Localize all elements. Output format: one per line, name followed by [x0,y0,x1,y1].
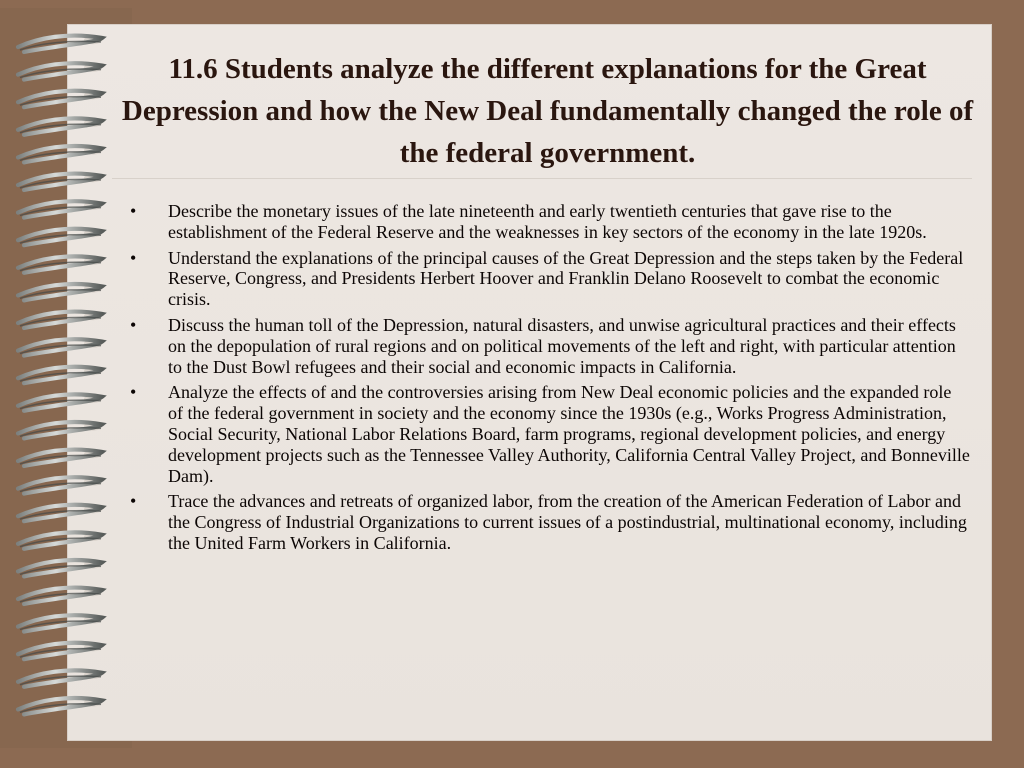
spiral-ring-icon [18,367,102,383]
spiral-ring-icon [18,615,102,631]
spiral-ring-icon [18,477,102,493]
spiral-ring-icon [18,450,102,466]
spiral-ring-icon [18,532,102,548]
spiral-ring-icon [18,698,102,714]
spiral-ring-icon [18,91,102,107]
spiral-ring-icon [18,339,102,355]
bullet-marker: • [130,201,137,221]
bullet-item [130,248,970,310]
slide-title: 11.6 Students analyze the different explanations for the Great Depression and how the New Deal fundamentally changed the role of the federal government. [121,53,974,169]
bullet-text: Discuss the human toll of the Depression, natural disasters, and unwise agricultural practices and their effects on the depopulation of rural regions and on political movements of the left and right, with particular attention to the Dust Bowl refugees and their social and economic impacts in California. [168,314,956,377]
spiral-ring-icon [18,588,102,604]
spiral-ring-icon [18,36,102,52]
bullet-marker: • [130,382,137,403]
spiral-ring-icon [18,284,102,300]
title-divider [112,178,972,179]
spiral-ring-icon [18,312,102,328]
spiral-ring-icon [18,118,102,134]
bullet-text: Trace the advances and retreats of organized labor, from the creation of the American Federation of Labor and the Congress of Industrial Organizations to current issues of a postindustrial, multinational economy, including the United Farm Workers in California. [168,491,967,553]
bullet-text: Analyze the effects of and the controversies arising from New Deal economic policies and the expanded role of the federal government in society and the economy since the 1930s (e.g., Works Progress Administration, Social Security, National Labor Relations Board, farm programs, regional development policies, and energy development projects such as the Tennessee Valley Authority, California Central Valley Project, and Bonneville Dam). [168,382,970,486]
spiral-ring-icon [18,256,102,272]
bullet-item [130,491,970,553]
spiral-ring-icon [18,146,102,162]
bullet-marker: • [130,247,137,268]
bullet-list [130,201,970,559]
spiral-ring-icon [18,63,102,79]
spiral-ring-icon [18,201,102,217]
spiral-ring-icon [18,394,102,410]
bullet-item [130,201,970,243]
spiral-ring-icon [18,174,102,190]
spiral-ring-icon [18,422,102,438]
spiral-ring-icon [18,643,102,659]
spiral-ring-icon [18,560,102,576]
spiral-ring-icon [18,229,102,245]
spiral-ring-icon [18,670,102,686]
bullet-item [130,382,970,486]
bullet-marker: • [130,491,137,512]
bullet-marker: • [130,314,137,335]
bullet-text: Understand the explanations of the principal causes of the Great Depression and the steps taken by the Federal Reserve, Congress, and Presidents Herbert Hoover and Franklin Delano Roosevelt to combat the economic crisis. [168,247,964,310]
bullet-item [130,315,970,377]
bullet-text: Describe the monetary issues of the late nineteenth and early twentieth centuries that gave rise to the establishment of the Federal Reserve and the weaknesses in key sectors of the economy in the late 1920s. [168,201,927,242]
spiral-ring-icon [18,505,102,521]
